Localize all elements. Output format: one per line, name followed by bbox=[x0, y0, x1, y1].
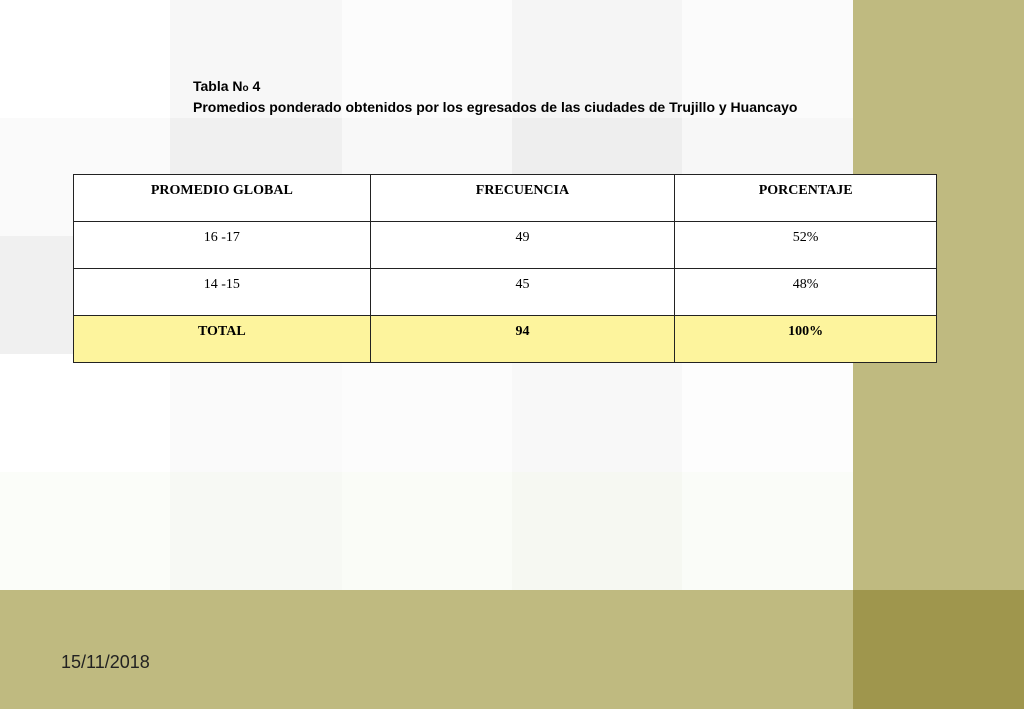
header-promedio-global: PROMEDIO GLOBAL bbox=[74, 175, 371, 222]
cell-porcentaje: 52% bbox=[675, 222, 937, 269]
cell-promedio: 14 -15 bbox=[74, 269, 371, 316]
cell-porcentaje: 48% bbox=[675, 269, 937, 316]
total-porcentaje: 100% bbox=[675, 316, 937, 363]
bottom-decor-band bbox=[0, 590, 853, 709]
table-header-row bbox=[74, 175, 937, 222]
total-frecuencia: 94 bbox=[370, 316, 675, 363]
total-label: TOTAL bbox=[74, 316, 371, 363]
table-caption bbox=[193, 77, 797, 117]
table-total-row bbox=[74, 316, 937, 363]
header-frecuencia: FRECUENCIA bbox=[370, 175, 675, 222]
slide-date: 15/11/2018 bbox=[61, 652, 150, 672]
corner-decor-block bbox=[853, 590, 1024, 709]
caption-description: Promedios ponderado obtenidos por los egresados de las ciudades de Trujillo y Huancayo bbox=[193, 99, 798, 115]
cell-frecuencia: 45 bbox=[370, 269, 675, 316]
table-row bbox=[74, 269, 937, 316]
table-row bbox=[74, 222, 937, 269]
cell-frecuencia: 49 bbox=[370, 222, 675, 269]
cell-promedio: 16 -17 bbox=[74, 222, 371, 269]
header-porcentaje: PORCENTAJE bbox=[675, 175, 937, 222]
caption-title: Tabla No 4 bbox=[193, 78, 261, 94]
data-table bbox=[73, 174, 937, 363]
